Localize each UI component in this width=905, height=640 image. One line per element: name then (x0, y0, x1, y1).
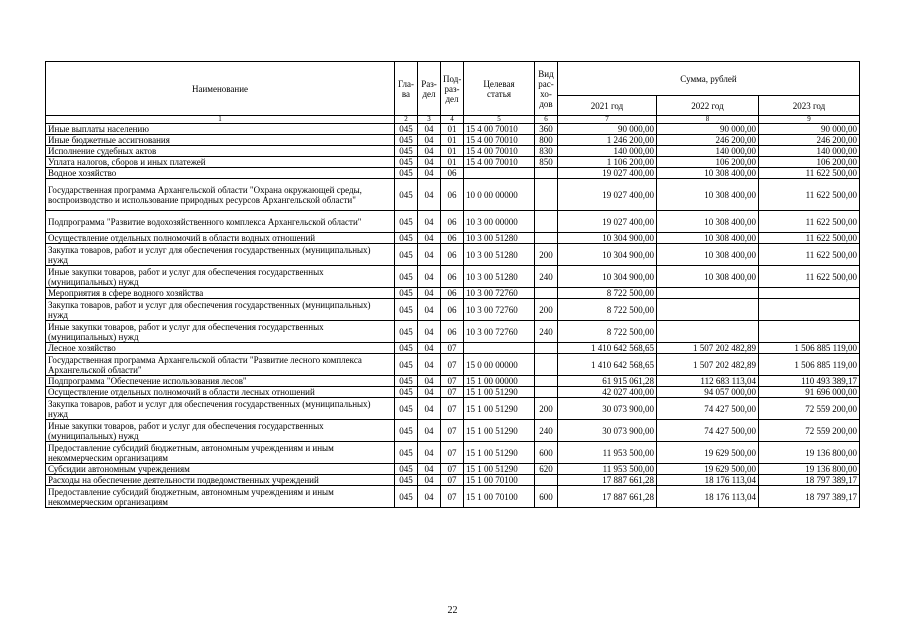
cell-sum-2023: 11 622 500,00 (759, 266, 860, 288)
cell-sum-2022: 19 629 500,00 (657, 442, 759, 464)
cell-podrazdel: 01 (441, 146, 464, 157)
cell-tselevaya-statya: 15 0 00 00000 (464, 354, 535, 376)
cell-sum-2023: 1 506 885 119,00 (759, 354, 860, 376)
cell-sum-2023: 110 493 389,17 (759, 376, 860, 387)
cell-sum-2023 (759, 299, 860, 321)
cell-glava: 045 (395, 299, 418, 321)
cell-name: Иные закупки товаров, работ и услуг для обеспечения государственных (муниципальных) нужд (46, 321, 395, 343)
cell-sum-2023: 91 696 000,00 (759, 387, 860, 398)
cell-podrazdel: 06 (441, 299, 464, 321)
cell-tselevaya-statya: 10 3 00 72760 (464, 321, 535, 343)
cell-razdel: 04 (418, 442, 441, 464)
column-number: 8 (657, 116, 759, 124)
cell-vid-raskhodov (535, 376, 558, 387)
cell-tselevaya-statya: 15 1 00 51290 (464, 387, 535, 398)
cell-sum-2022: 74 427 500,00 (657, 420, 759, 442)
cell-tselevaya-statya: 15 1 00 51290 (464, 398, 535, 420)
header-podrazdel: Под- раз- дел (441, 62, 464, 116)
cell-sum-2021: 140 000,00 (558, 146, 657, 157)
cell-glava: 045 (395, 288, 418, 299)
cell-vid-raskhodov: 620 (535, 464, 558, 475)
cell-glava: 045 (395, 179, 418, 211)
cell-tselevaya-statya: 10 3 00 00000 (464, 211, 535, 233)
cell-tselevaya-statya: 15 4 00 70010 (464, 135, 535, 146)
cell-tselevaya-statya (464, 168, 535, 179)
column-number: 2 (395, 116, 418, 124)
cell-razdel: 04 (418, 387, 441, 398)
cell-podrazdel: 07 (441, 354, 464, 376)
cell-sum-2021: 30 073 900,00 (558, 420, 657, 442)
cell-razdel: 04 (418, 179, 441, 211)
cell-vid-raskhodov: 850 (535, 157, 558, 168)
cell-sum-2022: 74 427 500,00 (657, 398, 759, 420)
cell-tselevaya-statya: 15 1 00 51290 (464, 464, 535, 475)
page-number: 22 (447, 605, 458, 616)
cell-name: Государственная программа Архангельской области "Охрана окружающей среды, воспроизводство и использование природных ресурсов Архангельской области" (46, 179, 395, 211)
cell-sum-2021: 19 027 400,00 (558, 179, 657, 211)
cell-name: Водное хозяйство (46, 168, 395, 179)
cell-sum-2021: 10 304 900,00 (558, 266, 657, 288)
header-summa: Сумма, рублей (558, 62, 860, 96)
cell-vid-raskhodov (535, 354, 558, 376)
cell-razdel: 04 (418, 464, 441, 475)
cell-sum-2021: 61 915 061,28 (558, 376, 657, 387)
cell-glava: 045 (395, 343, 418, 354)
column-number: 6 (535, 116, 558, 124)
cell-glava: 045 (395, 398, 418, 420)
table-row (46, 244, 860, 266)
cell-razdel: 04 (418, 321, 441, 343)
cell-razdel: 04 (418, 233, 441, 244)
cell-name: Предоставление субсидий бюджетным, автономным учреждениям и иным некоммерческим организациям (46, 442, 395, 464)
cell-name: Государственная программа Архангельской области "Развитие лесного комплекса Архангельской области" (46, 354, 395, 376)
header-vid-raskhodov: Вид рас- хо- дов (535, 62, 558, 116)
cell-sum-2023: 19 136 800,00 (759, 464, 860, 475)
cell-glava: 045 (395, 376, 418, 387)
cell-vid-raskhodov: 830 (535, 146, 558, 157)
cell-glava: 045 (395, 486, 418, 508)
cell-tselevaya-statya: 10 3 00 51280 (464, 233, 535, 244)
cell-tselevaya-statya: 15 1 00 51290 (464, 420, 535, 442)
cell-sum-2022: 94 057 000,00 (657, 387, 759, 398)
cell-razdel: 04 (418, 157, 441, 168)
cell-sum-2021: 1 106 200,00 (558, 157, 657, 168)
cell-name: Иные закупки товаров, работ и услуг для обеспечения государственных (муниципальных) нужд (46, 420, 395, 442)
cell-name: Иные закупки товаров, работ и услуг для обеспечения государственных (муниципальных) нужд (46, 266, 395, 288)
cell-vid-raskhodov: 200 (535, 244, 558, 266)
cell-razdel: 04 (418, 299, 441, 321)
table-row (46, 211, 860, 233)
table-row (46, 179, 860, 211)
cell-razdel: 04 (418, 398, 441, 420)
cell-vid-raskhodov: 200 (535, 398, 558, 420)
cell-podrazdel: 06 (441, 233, 464, 244)
cell-razdel: 04 (418, 486, 441, 508)
cell-sum-2021: 19 027 400,00 (558, 168, 657, 179)
column-number: 9 (759, 116, 860, 124)
cell-podrazdel: 07 (441, 387, 464, 398)
cell-tselevaya-statya: 15 4 00 70010 (464, 157, 535, 168)
column-number: 1 (46, 116, 395, 124)
cell-sum-2023: 106 200,00 (759, 157, 860, 168)
cell-name: Уплата налогов, сборов и иных платежей (46, 157, 395, 168)
cell-sum-2022: 18 176 113,04 (657, 486, 759, 508)
cell-sum-2022: 140 000,00 (657, 146, 759, 157)
cell-sum-2023: 246 200,00 (759, 135, 860, 146)
cell-glava: 045 (395, 124, 418, 135)
cell-sum-2022 (657, 288, 759, 299)
cell-podrazdel: 01 (441, 124, 464, 135)
cell-sum-2022: 10 308 400,00 (657, 168, 759, 179)
table-row (46, 233, 860, 244)
cell-vid-raskhodov (535, 343, 558, 354)
cell-podrazdel: 06 (441, 211, 464, 233)
cell-sum-2022: 19 629 500,00 (657, 464, 759, 475)
cell-tselevaya-statya: 10 3 00 51280 (464, 244, 535, 266)
table-row (46, 475, 860, 486)
cell-vid-raskhodov: 200 (535, 299, 558, 321)
cell-sum-2021: 10 304 900,00 (558, 244, 657, 266)
cell-vid-raskhodov (535, 288, 558, 299)
cell-sum-2022 (657, 299, 759, 321)
cell-name: Исполнение судебных актов (46, 146, 395, 157)
cell-vid-raskhodov (535, 387, 558, 398)
cell-razdel: 04 (418, 244, 441, 266)
cell-razdel: 04 (418, 376, 441, 387)
cell-podrazdel: 06 (441, 168, 464, 179)
cell-podrazdel: 06 (441, 321, 464, 343)
cell-name: Предоставление субсидий бюджетным, автономным учреждениям и иным некоммерческим организациям (46, 486, 395, 508)
cell-sum-2022: 90 000,00 (657, 124, 759, 135)
cell-vid-raskhodov (535, 168, 558, 179)
cell-name: Иные бюджетные ассигнования (46, 135, 395, 146)
cell-podrazdel: 07 (441, 486, 464, 508)
cell-glava: 045 (395, 387, 418, 398)
cell-sum-2023: 140 000,00 (759, 146, 860, 157)
cell-sum-2022: 10 308 400,00 (657, 233, 759, 244)
cell-sum-2022: 112 683 113,04 (657, 376, 759, 387)
cell-razdel: 04 (418, 211, 441, 233)
cell-sum-2021: 42 027 400,00 (558, 387, 657, 398)
table-row (46, 288, 860, 299)
header-razdel: Раз- дел (418, 62, 441, 116)
table-row (46, 135, 860, 146)
cell-glava: 045 (395, 475, 418, 486)
cell-tselevaya-statya: 10 3 00 72760 (464, 288, 535, 299)
cell-sum-2021: 1 410 642 568,65 (558, 343, 657, 354)
cell-sum-2023: 72 559 200,00 (759, 420, 860, 442)
cell-sum-2023 (759, 288, 860, 299)
cell-sum-2021: 19 027 400,00 (558, 211, 657, 233)
cell-sum-2021: 8 722 500,00 (558, 299, 657, 321)
cell-sum-2021: 8 722 500,00 (558, 288, 657, 299)
cell-podrazdel: 07 (441, 420, 464, 442)
table-row (46, 420, 860, 442)
table-row (46, 343, 860, 354)
cell-sum-2021: 11 953 500,00 (558, 442, 657, 464)
cell-sum-2022: 1 507 202 482,89 (657, 343, 759, 354)
cell-vid-raskhodov: 240 (535, 420, 558, 442)
table-row (46, 354, 860, 376)
cell-glava: 045 (395, 157, 418, 168)
table-row (46, 146, 860, 157)
cell-podrazdel: 07 (441, 376, 464, 387)
cell-glava: 045 (395, 244, 418, 266)
cell-podrazdel: 06 (441, 179, 464, 211)
cell-razdel: 04 (418, 354, 441, 376)
cell-podrazdel: 01 (441, 157, 464, 168)
cell-name: Мероприятия в сфере водного хозяйства (46, 288, 395, 299)
cell-vid-raskhodov: 240 (535, 321, 558, 343)
cell-podrazdel: 07 (441, 442, 464, 464)
cell-vid-raskhodov: 800 (535, 135, 558, 146)
table-row (46, 376, 860, 387)
cell-glava: 045 (395, 420, 418, 442)
cell-razdel: 04 (418, 124, 441, 135)
column-number: 5 (464, 116, 535, 124)
cell-podrazdel: 07 (441, 343, 464, 354)
cell-sum-2021: 17 887 661,28 (558, 475, 657, 486)
cell-name: Осуществление отдельных полномочий в области лесных отношений (46, 387, 395, 398)
cell-sum-2021: 1 410 642 568,65 (558, 354, 657, 376)
cell-vid-raskhodov: 600 (535, 486, 558, 508)
cell-sum-2022: 10 308 400,00 (657, 179, 759, 211)
table-row (46, 442, 860, 464)
cell-sum-2023: 1 506 885 119,00 (759, 343, 860, 354)
cell-sum-2023: 19 136 800,00 (759, 442, 860, 464)
cell-glava: 045 (395, 354, 418, 376)
budget-table (45, 61, 860, 508)
cell-sum-2023 (759, 321, 860, 343)
cell-sum-2023: 90 000,00 (759, 124, 860, 135)
cell-vid-raskhodov: 360 (535, 124, 558, 135)
cell-sum-2022: 246 200,00 (657, 135, 759, 146)
cell-sum-2023: 11 622 500,00 (759, 244, 860, 266)
cell-sum-2021: 8 722 500,00 (558, 321, 657, 343)
table-row (46, 387, 860, 398)
cell-tselevaya-statya: 10 3 00 72760 (464, 299, 535, 321)
cell-razdel: 04 (418, 420, 441, 442)
cell-vid-raskhodov (535, 233, 558, 244)
cell-razdel: 04 (418, 135, 441, 146)
cell-name: Закупка товаров, работ и услуг для обеспечения государственных (муниципальных) нужд (46, 398, 395, 420)
cell-glava: 045 (395, 321, 418, 343)
cell-sum-2023: 18 797 389,17 (759, 486, 860, 508)
cell-podrazdel: 06 (441, 244, 464, 266)
cell-sum-2021: 90 000,00 (558, 124, 657, 135)
cell-glava: 045 (395, 135, 418, 146)
cell-name: Осуществление отдельных полномочий в области водных отношений (46, 233, 395, 244)
table-row (46, 299, 860, 321)
cell-name: Подпрограмма "Развитие водохозяйственного комплекса Архангельской области" (46, 211, 395, 233)
table-body (46, 124, 860, 508)
cell-name: Субсидии автономным учреждениям (46, 464, 395, 475)
cell-tselevaya-statya: 15 4 00 70010 (464, 124, 535, 135)
header-year-2023: 2023 год (759, 96, 860, 116)
cell-podrazdel: 01 (441, 135, 464, 146)
cell-name: Подпрограмма "Обеспечение использования лесов" (46, 376, 395, 387)
cell-sum-2022: 1 507 202 482,89 (657, 354, 759, 376)
table-row (46, 321, 860, 343)
cell-sum-2023: 11 622 500,00 (759, 211, 860, 233)
cell-sum-2021: 30 073 900,00 (558, 398, 657, 420)
cell-vid-raskhodov (535, 475, 558, 486)
cell-name: Иные выплаты населению (46, 124, 395, 135)
cell-tselevaya-statya: 15 4 00 70010 (464, 146, 535, 157)
cell-sum-2023: 11 622 500,00 (759, 179, 860, 211)
cell-podrazdel: 06 (441, 288, 464, 299)
cell-sum-2023: 72 559 200,00 (759, 398, 860, 420)
cell-sum-2022: 106 200,00 (657, 157, 759, 168)
column-number: 4 (441, 116, 464, 124)
cell-sum-2022: 10 308 400,00 (657, 244, 759, 266)
cell-tselevaya-statya: 15 1 00 70100 (464, 486, 535, 508)
cell-vid-raskhodov: 240 (535, 266, 558, 288)
header-name: Наименование (46, 62, 395, 116)
cell-tselevaya-statya: 15 1 00 00000 (464, 376, 535, 387)
cell-sum-2023: 11 622 500,00 (759, 168, 860, 179)
table-row (46, 486, 860, 508)
cell-sum-2023: 11 622 500,00 (759, 233, 860, 244)
table-row (46, 464, 860, 475)
column-number: 3 (418, 116, 441, 124)
cell-glava: 045 (395, 211, 418, 233)
cell-podrazdel: 07 (441, 464, 464, 475)
cell-tselevaya-statya: 15 1 00 51290 (464, 442, 535, 464)
cell-podrazdel: 06 (441, 266, 464, 288)
cell-glava: 045 (395, 146, 418, 157)
cell-podrazdel: 07 (441, 398, 464, 420)
header-tselevaya-statya: Целевая статья (464, 62, 535, 116)
cell-razdel: 04 (418, 146, 441, 157)
cell-glava: 045 (395, 266, 418, 288)
cell-podrazdel: 07 (441, 475, 464, 486)
header-glava: Гла- ва (395, 62, 418, 116)
cell-name: Закупка товаров, работ и услуг для обеспечения государственных (муниципальных) нужд (46, 244, 395, 266)
table-row (46, 398, 860, 420)
cell-razdel: 04 (418, 168, 441, 179)
cell-name: Лесное хозяйство (46, 343, 395, 354)
cell-glava: 045 (395, 233, 418, 244)
cell-sum-2021: 11 953 500,00 (558, 464, 657, 475)
cell-razdel: 04 (418, 475, 441, 486)
cell-glava: 045 (395, 442, 418, 464)
cell-sum-2023: 18 797 389,17 (759, 475, 860, 486)
cell-sum-2022 (657, 321, 759, 343)
cell-sum-2022: 18 176 113,04 (657, 475, 759, 486)
header-year-2021: 2021 год (558, 96, 657, 116)
cell-name: Расходы на обеспечение деятельности подведомственных учреждений (46, 475, 395, 486)
cell-sum-2021: 1 246 200,00 (558, 135, 657, 146)
cell-sum-2021: 17 887 661,28 (558, 486, 657, 508)
cell-razdel: 04 (418, 343, 441, 354)
cell-sum-2022: 10 308 400,00 (657, 266, 759, 288)
table-row (46, 124, 860, 135)
table-row (46, 266, 860, 288)
cell-tselevaya-statya (464, 343, 535, 354)
cell-razdel: 04 (418, 288, 441, 299)
cell-name: Закупка товаров, работ и услуг для обеспечения государственных (муниципальных) нужд (46, 299, 395, 321)
cell-vid-raskhodov: 600 (535, 442, 558, 464)
cell-tselevaya-statya: 15 1 00 70100 (464, 475, 535, 486)
cell-tselevaya-statya: 10 0 00 00000 (464, 179, 535, 211)
cell-sum-2021: 10 304 900,00 (558, 233, 657, 244)
cell-vid-raskhodov (535, 179, 558, 211)
column-number: 7 (558, 116, 657, 124)
cell-tselevaya-statya: 10 3 00 51280 (464, 266, 535, 288)
cell-razdel: 04 (418, 266, 441, 288)
table-row (46, 157, 860, 168)
table-row (46, 168, 860, 179)
cell-sum-2022: 10 308 400,00 (657, 211, 759, 233)
cell-glava: 045 (395, 168, 418, 179)
header-year-2022: 2022 год (657, 96, 759, 116)
cell-vid-raskhodov (535, 211, 558, 233)
cell-glava: 045 (395, 464, 418, 475)
